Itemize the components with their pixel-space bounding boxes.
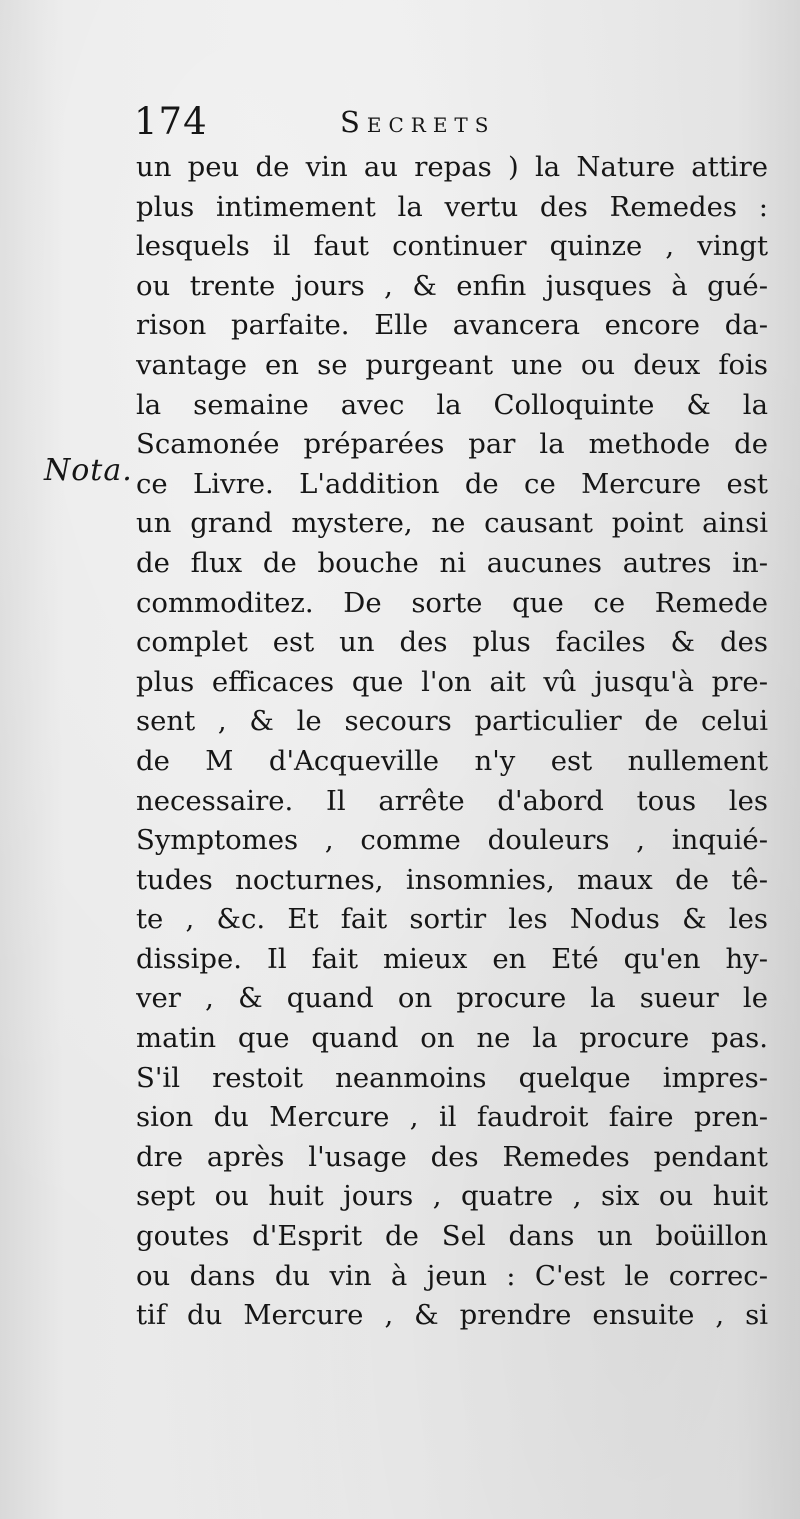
text-line: rison parfaite. Elle avancera encore da- bbox=[136, 309, 768, 342]
text-line: complet est un des plus faciles & des bbox=[136, 626, 768, 659]
text-line: S'il restoit neanmoins quelque impres- bbox=[136, 1061, 768, 1094]
text-line: de flux de bouche ni aucunes autres in- bbox=[136, 546, 768, 579]
body-text bbox=[136, 148, 768, 1336]
page-header bbox=[134, 98, 764, 146]
text-line: ou dans du vin à jeun : C'est le correc- bbox=[136, 1259, 768, 1292]
page-number: 174 bbox=[134, 100, 208, 143]
text-line: la semaine avec la Colloquinte & la bbox=[136, 388, 768, 421]
text-line: goutes d'Esprit de Sel dans un boüillon bbox=[136, 1220, 768, 1253]
text-line: Symptomes , comme douleurs , inquié- bbox=[136, 824, 768, 857]
text-line: dissipe. Il fait mieux en Eté qu'en hy- bbox=[136, 942, 768, 975]
running-head: Secrets bbox=[340, 105, 496, 139]
text-line: plus intimement la vertu des Remedes : bbox=[136, 190, 768, 223]
text-line: dre après l'usage des Remedes pendant bbox=[136, 1140, 768, 1173]
text-line: ver , & quand on procure la sueur le bbox=[136, 982, 768, 1015]
text-line: vantage en se purgeant une ou deux fois bbox=[136, 348, 768, 381]
text-line: ou trente jours , & enfin jusques à gué- bbox=[136, 269, 768, 302]
text-line: plus efficaces que l'on ait vû jusqu'à pre- bbox=[136, 665, 768, 698]
text-line: matin que quand on ne la procure pas. bbox=[136, 1022, 768, 1055]
text-line: Scamonée préparées par la methode de bbox=[136, 428, 768, 461]
text-line: sent , & le secours particulier de celui bbox=[136, 705, 768, 738]
text-line: sept ou huit jours , quatre , six ou huit bbox=[136, 1180, 768, 1213]
text-line: de M d'Acqueville n'y est nullement bbox=[136, 744, 768, 777]
text-line: necessaire. Il arrête d'abord tous les bbox=[136, 784, 768, 817]
text-line: commoditez. De sorte que ce Remede bbox=[136, 586, 768, 619]
text-line: te , &c. Et fait sortir les Nodus & les bbox=[136, 903, 768, 936]
text-line: tif du Mercure , & prendre ensuite , si bbox=[136, 1299, 768, 1332]
text-line: sion du Mercure , il faudroit faire pren- bbox=[136, 1101, 768, 1134]
text-line: ce Livre. L'addition de ce Mercure est bbox=[136, 467, 768, 500]
text-line: tudes nocturnes, insomnies, maux de tê- bbox=[136, 863, 768, 896]
text-line: lesquels il faut continuer quinze , vingt bbox=[136, 230, 768, 263]
text-line: un peu de vin au repas ) la Nature attire bbox=[136, 151, 768, 183]
text-line: un grand mystere, ne causant point ainsi bbox=[136, 507, 768, 540]
margin-note: Nota. bbox=[44, 453, 133, 488]
